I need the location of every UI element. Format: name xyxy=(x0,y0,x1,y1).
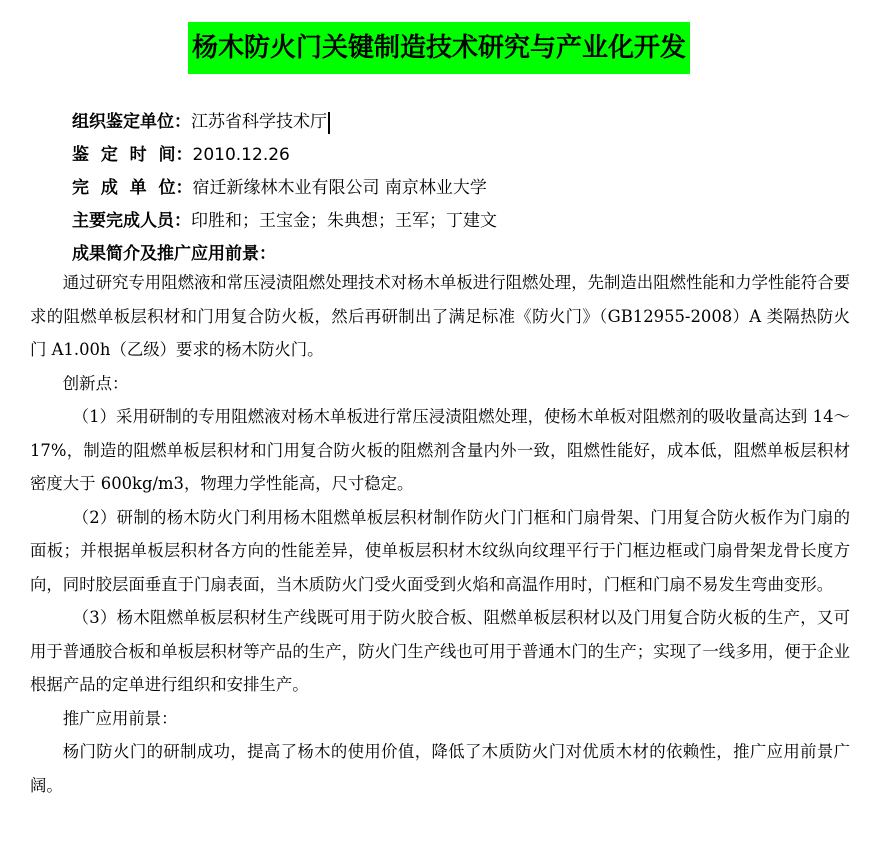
meta-row-people xyxy=(72,205,852,238)
prospect-heading: 推广应用前景： xyxy=(62,708,178,728)
meta-row-date xyxy=(72,139,852,172)
org-label: 组织鉴定单位： xyxy=(72,112,191,132)
org-value: 江苏省科学技术厅 xyxy=(191,112,327,132)
people-value: 印胜和；王宝金；朱典想；王军；丁建文 xyxy=(191,211,497,231)
title-container xyxy=(0,22,878,74)
meta-row-org xyxy=(72,106,852,139)
date-value: 2010.12.26 xyxy=(192,145,290,165)
body-section xyxy=(30,266,850,802)
meta-section xyxy=(72,106,852,271)
innovation-heading: 创新点： xyxy=(62,373,129,393)
innovation-point-1: （1）采用研制的专用阻燃液对杨木单板进行常压浸渍阻燃处理，使杨木单板对阻燃剂的吸收量高达到 14～17%，制造的阻燃单板层积材和门用复合防火板的阻燃剂含量内外一致，阻燃性能好，成本低，阻燃单板层积材密度大于 600kg/m3，物理力学性能高，尺寸稳定。 xyxy=(30,407,850,493)
meta-row-unit xyxy=(72,172,852,205)
innovation-point-2: （2）研制的杨木防火门利用杨木阻燃单板层积材制作防火门门框和门扇骨架、门用复合防火板作为门扇的面板；并根据单板层积材各方向的性能差异，使单板层积材木纹纵向纹理平行于门框边框或门扇骨架龙骨长度方向，同时胶层面垂直于门扇表面，当木质防火门受火面受到火焰和高温作用时，门框和门扇不易发生弯曲变形。 xyxy=(30,507,850,594)
people-label: 主要完成人员： xyxy=(72,211,191,231)
intro-paragraph: 通过研究专用阻燃液和常压浸渍阻燃处理技术对杨木单板进行阻燃处理，先制造出阻燃性能和力学性能符合要求的阻燃单板层积材和门用复合防火板，然后再研制出了满足标准《防火门》（GB12955-2008）A 类隔热防火门 A1.00h（乙级）要求的杨木防火门。 xyxy=(30,273,850,359)
document-title: 杨木防火门关键制造技术研究与产业化开发 xyxy=(188,22,690,74)
unit-value: 宿迁新缘林木业有限公司 南京林业大学 xyxy=(192,178,487,198)
prospect-paragraph: 杨门防火门的研制成功，提高了杨木的使用价值，降低了木质防火门对优质木材的依赖性，推广应用前景广阔。 xyxy=(30,742,850,795)
text-cursor xyxy=(328,112,330,134)
summary-label: 成果简介及推广应用前景： xyxy=(72,244,276,264)
innovation-point-3: （3）杨木阻燃单板层积材生产线既可用于防火胶合板、阻燃单板层积材以及门用复合防火板的生产，又可用于普通胶合板和单板层积材等产品的生产，防火门生产线也可用于普通木门的生产；实现了一线多用，便于企业根据产品的定单进行组织和安排生产。 xyxy=(30,608,850,694)
date-label: 鉴 定 时 间： xyxy=(72,145,193,165)
unit-label: 完 成 单 位： xyxy=(72,178,193,198)
